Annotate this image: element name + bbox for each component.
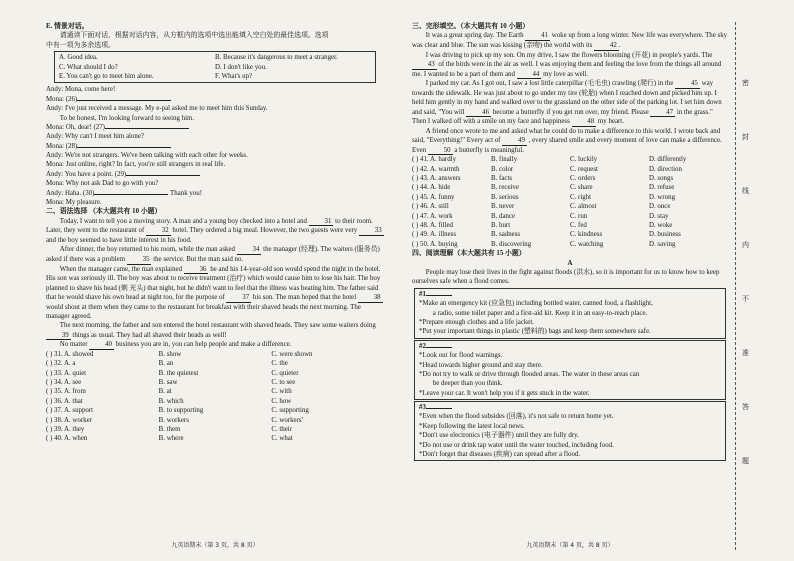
choice-row-34[interactable]: ( ) 34. A. see B. saw C. to see [46,379,296,387]
choice-row-37[interactable]: ( ) 37. A. support B. to supporting C. supporting [46,407,309,415]
notice-blank-2[interactable] [426,347,452,348]
blank-49[interactable]: 49 [502,137,527,146]
options-box [54,51,376,83]
seal-char: 题 [742,457,749,465]
notice-line: *Do not use or drink tap water until the water touched, including food. [419,441,614,449]
dialogue-line: Andy: I've just received a message. My e-pal asked me to meet him this Sunday. [46,105,268,113]
dialogue-line: Mona: My pleasure. [46,199,102,207]
notice-line: *Don't use electronics (电子器件) until they are fully dry. [419,432,579,440]
passage-label-a: A [567,259,573,267]
notice-1 [414,288,726,339]
notice-line: *Even when the flood subsides (回落), it's not safe to return home yet. [419,413,614,421]
seal-char: 准 [742,349,749,357]
notice-2 [414,340,726,400]
notice-line: *Don't forget that diseases (疾病) can spread after a flood. [419,451,581,459]
passage-paragraph: I parked my car. As I got out, I saw a lost little caterpillar (毛毛虫) crawling (爬行) in the 45 way towards the sidewalk. He was just about to go under my tire (轮胎) when I reached down and picked him up. I held him gently in my hand and walked over to the grassland on the other side of the parking lot. I set him down and said, "You will 46 become a butterfly if you get run over, my friend. Please 47 in the grass." Then I walked off with a smile on my face and happiness 48 my heart. [412,80,722,126]
section-e-instruction-2: 中有一项为多余选项。 [46,41,115,49]
notice-line: a radio, some toilet paper and a first-aid kit. Keep it in an easy-to-reach place. [432,309,648,317]
answer-blank-27[interactable] [105,128,189,129]
options-row [59,63,371,72]
notice-blank-3[interactable] [426,408,452,409]
blank-37[interactable]: 37 [226,294,251,303]
section-e-instruction: 请通读下面对话，根据对话内容，从方框内的选项中选出能填入空白处的最佳选项。选项 [59,32,329,40]
reading-intro: People may lose their lives in the fight against floods (洪水), so it is important for us to know how to keep ourselves safe when a flood comes. [412,268,720,286]
seal-char: 封 [742,133,749,141]
passage-paragraph: A friend once wrote to me and asked what he could do to make a difference to this world. I wrote back and said, "Everything!" Every act of 49 , every shared smile and every moment of love can make a difference. Even 50 a butterfly is meaningful. [412,127,722,154]
cloze-passage [412,31,728,155]
passage-paragraph: Today, I want to tell you a moving story. A man and a young boy checked into a hotel and 31 to their room. Later, they went to the restaurant of 32 hotel. They ordered a big meal. However, the two guests were very 33 and the boy seemed to have little interest in his food. [46,217,382,244]
dialogue-line: Mona: Why not ask Dad to go with you? [46,180,159,188]
passage-paragraph: When the manager came, the man explained 36 he and his 14-year-old son would spend the night in the hotel. His son was seriously ill. The boy was about to receive treatment (治疗) which would cause him to lose his hair. The boy planned to shave his head (剃 光头) that night, but he didn't want to feel that the illness was beating him. The father said that he would shave his own head at night too, for the purpose of 37 his son. The man hoped that the hotel 38 would shout at them when they came to the restaurant for breakfast with their shaved heads the next morning. The manager agreed. [46,265,381,320]
blank-41[interactable]: 41 [525,32,550,41]
seal-char: 线 [742,187,749,195]
blank-42[interactable]: 42 [594,42,619,51]
blank-31[interactable]: 31 [309,218,334,227]
options-row [59,53,371,62]
seal-char: 密 [742,79,749,87]
choice-row-50[interactable]: ( ) 50. A. buying B. discovering C. watching D. saving [412,240,676,248]
notice-line: *Prepare enough clothes and a life jacket. [419,318,534,326]
passage-paragraph: No matter 40 business you are in, you can help people and make a difference. [59,341,292,349]
option-b: B. Because it's dangerous to meet a stranger. [215,54,338,62]
dialogue-line: Mona: (28) [46,142,384,151]
notice-line: *Do not try to walk or drive through flooded areas. The water in these areas can [419,370,640,378]
choice-row-46[interactable]: ( ) 46. A. still B. never C. almost D. once [412,203,671,211]
answer-blank-26[interactable] [77,100,171,101]
choice-row-44[interactable]: ( ) 44. A. hide B. receive C. share D. refuse [412,184,675,192]
blank-46[interactable]: 46 [466,109,491,118]
notice-line: *Head towards higher ground and stay there. [419,361,543,369]
choice-row-39[interactable]: ( ) 39. A. they B. them C. their [46,426,293,434]
option-a: A. Good idea. [59,54,98,62]
choice-row-40[interactable]: ( ) 40. A. when B. where C. what [46,435,293,443]
section-2-title: 二、语法选择 （本大题共有 10 小题） [46,208,162,216]
blank-39[interactable]: 39 [46,332,71,341]
choice-row-32[interactable]: ( ) 32. A. a B. an C. the [46,360,288,368]
notice-line: *Put your important things in plastic (塑料的) bags and keep them somewhere safe. [419,328,651,336]
choice-row-48[interactable]: ( ) 48. A. filled B. hurt C. fed D. woke [412,222,673,230]
notice-line: *Look out for flood warnings. [419,352,503,360]
passage-paragraph: It was a great spring day. The Earth 41 woke up from a long winter. New life was everywhere. The sky was clear and blue. The sun was kissing (亲吻) the world with its 42 . [412,32,728,49]
option-f: F. What's up? [215,72,253,80]
option-e: E. You can't go to meet him alone. [59,72,154,80]
dialogue-line: Andy: Mona, come here! [46,86,116,94]
seal-char: 不 [742,295,749,303]
page-footer: 九英语期末（第 3 页，共 8 页） [171,541,259,549]
blank-45[interactable]: 45 [675,80,700,89]
dialogue-line: Mona: Just online, right? In fact, you're still strangers in real life. [46,161,226,169]
choice-row-36[interactable]: ( ) 36. A. that B. which C. how [46,397,292,405]
grammar-passage [46,217,384,350]
notice-line: *Leave your car. It won't help you if it gets stuck in the water. [419,389,590,397]
blank-33[interactable]: 33 [359,227,384,236]
choice-row-47[interactable]: ( ) 47. A. work B. dance C. run D. stay [412,212,669,220]
section-3-title: 三、完形填空。（本大题共有 10 小题） [412,23,530,30]
blank-47[interactable]: 47 [650,109,675,118]
cloze-choices [412,155,728,249]
blank-36[interactable]: 36 [184,266,209,275]
page-3 [46,22,384,550]
choice-row-31[interactable]: ( ) 31. A. showed B. show C. were shown [46,350,313,358]
answer-blank-28[interactable] [77,147,171,148]
blank-35[interactable]: 35 [127,256,152,265]
seal-line [735,22,756,550]
seal-char: 答 [742,403,749,411]
blank-50[interactable]: 50 [428,147,453,156]
passage-paragraph: After dinner, the boy returned to his room, while the man asked 34 the manager (经理). The waiters (服务员) asked if there was a problem 35 the service. But the man said no. [46,246,380,263]
blank-43[interactable]: 43 [412,61,437,70]
notice-number: #1 [419,290,721,299]
passage-paragraph: I was driving to pick up my son. On my drive, I saw the flowers blooming (开花) in people's yards. The 43 of the birds were in the air as well. I was enjoying them and feeling the love from the things all around me. I wanted to be a part of them and 44 my love as well. [412,51,722,78]
section-e-title: E. 情景对话。 [46,23,89,30]
dialogue-line: Andy: Haha. (30) Thank you! [46,189,202,197]
choice-row-49[interactable]: ( ) 49. A. illness B. sadness C. kindness D. business [412,231,681,239]
blank-32[interactable]: 32 [146,227,171,236]
blank-44[interactable]: 44 [517,71,542,80]
dialogue [46,85,384,207]
choice-row-38[interactable]: ( ) 38. A. worker B. workers C. workers' [46,416,303,424]
dialogue-line: Andy: You have a point. (29) [46,170,384,179]
options-row [59,72,371,81]
notice-number: #3 [419,403,721,412]
notice-number: #2 [419,342,721,351]
dialogue-line: To be honest, I'm looking forward to seeing him. [59,114,195,122]
notice-line: *Keep following the latest local news. [419,422,525,430]
page-footer: 九英语期末（第 4 页，共 8 页） [526,541,614,549]
dialogue-line: Mona: Oh, dear! (27) [46,123,384,132]
blank-40[interactable]: 40 [89,341,114,350]
dialogue-line: Andy: Why can't I meet him alone? [46,133,144,141]
notice-blank-1[interactable] [426,295,452,296]
blank-38[interactable]: 38 [358,294,383,303]
dialogue-line: Mona: (26) [46,95,384,104]
answer-blank-30[interactable] [94,194,168,195]
choice-row-35[interactable]: ( ) 35. A. from B. at C. with [46,388,292,396]
page-4 [412,22,728,550]
grammar-choices [46,350,384,444]
notice-3 [414,401,726,461]
choice-row-45[interactable]: ( ) 45. A. funny B. serious C. right D. wrong [412,193,676,201]
section-4-title: 四、阅读理解（本大题共有 15 小题） [412,250,526,258]
seal-char: 内 [742,241,749,249]
blank-34[interactable]: 34 [237,246,262,255]
choice-row-42[interactable]: ( ) 42. A. warmth B. color C. request D. direction [412,165,682,173]
notice-line: be deeper than you think. [432,380,503,388]
choice-row-33[interactable]: ( ) 33. A. quiet B. the quietest C. quieter [46,369,299,377]
dialogue-line: Andy: We're not strangers. We've been talking with each other for weeks. [46,152,248,160]
option-d: D. I don't like you. [215,63,267,71]
option-c: C. What should I do? [59,63,118,71]
choice-row-41[interactable]: ( ) 41. A. hardly B. finally C. luckily D. differently [412,156,687,164]
passage-paragraph: The next morning, the father and son entered the hotel restaurant with shaved heads. They saw some waiters doing 39 things as usual. They had all shaved their heads as well! [46,321,384,340]
answer-blank-29[interactable] [126,175,200,176]
choice-row-43[interactable]: ( ) 43. A. answers B. facts C. orders D. songs [412,175,674,183]
notice-line: *Make an emergency kit (应急包) including bottled water, canned food, a flashlight, [419,300,653,308]
blank-48[interactable]: 48 [572,118,597,127]
